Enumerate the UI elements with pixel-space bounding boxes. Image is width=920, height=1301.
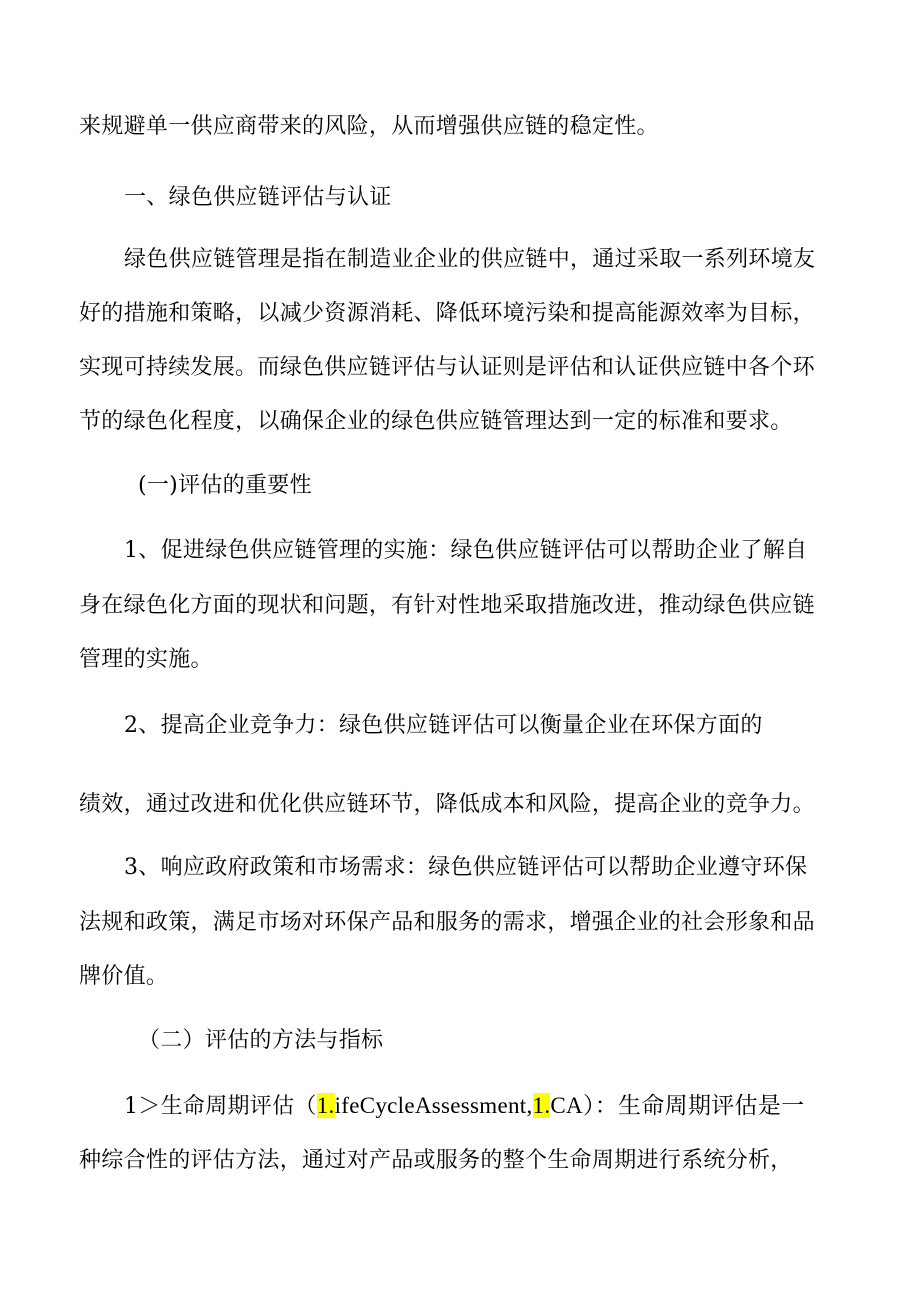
lifecycle-suffix: CA）：生命周期评估是一: [550, 1093, 805, 1118]
paragraph-line: 绩效，通过改进和优化供应链环节，降低成本和风险，提高企业的竞争力。: [79, 792, 815, 817]
paragraph-line: 3、响应政府政策和市场需求：绿色供应链评估可以帮助企业遵守环保: [124, 855, 808, 880]
lifecycle-line: [124, 1091, 804, 1122]
highlighted-text: 1.: [316, 1093, 335, 1118]
paragraph-line: 牌价值。: [79, 964, 169, 989]
section-heading: 一、绿色供应链评估与认证: [124, 185, 392, 210]
paragraph-line: 2、提高企业竞争力：绿色供应链评估可以衡量企业在环保方面的: [124, 713, 763, 738]
paragraph-line: 管理的实施。: [79, 647, 213, 672]
paragraph-line: 身在绿色化方面的现状和问题，有针对性地采取措施改进，推动绿色供应链: [79, 593, 815, 618]
highlighted-text: 1.: [532, 1093, 551, 1118]
paragraph-line: 1、促进绿色供应链管理的实施：绿色供应链评估可以帮助企业了解自: [124, 538, 808, 563]
paragraph-line: 实现可持续发展。而绿色供应链评估与认证则是评估和认证供应链中各个环: [79, 355, 815, 380]
paragraph-line: 种综合性的评估方法，通过对产品或服务的整个生命周期进行系统分析，: [79, 1148, 793, 1173]
paragraph-line: 好的措施和策略，以减少资源消耗、降低环境污染和提高能源效率为目标，: [79, 301, 815, 326]
lifecycle-prefix: 1＞生命周期评估（: [124, 1094, 317, 1119]
paragraph-line: 法规和政策，满足市场对环保产品和服务的需求，增强企业的社会形象和品: [79, 910, 815, 935]
paragraph-line: 绿色供应链管理是指在制造业企业的供应链中，通过采取一系列环境友: [124, 247, 816, 272]
paragraph-line: 节的绿色化程度，以确保企业的绿色供应链管理达到一定的标准和要求。: [79, 409, 793, 434]
lifecycle-english-term: ifeCycleAssessment,: [334, 1093, 533, 1118]
subsection-heading: （二）评估的方法与指标: [138, 1028, 384, 1053]
subsection-heading: (一)评估的重要性: [138, 473, 312, 498]
paragraph-line: 来规避单一供应商带来的风险，从而增强供应链的稳定性。: [79, 114, 659, 139]
